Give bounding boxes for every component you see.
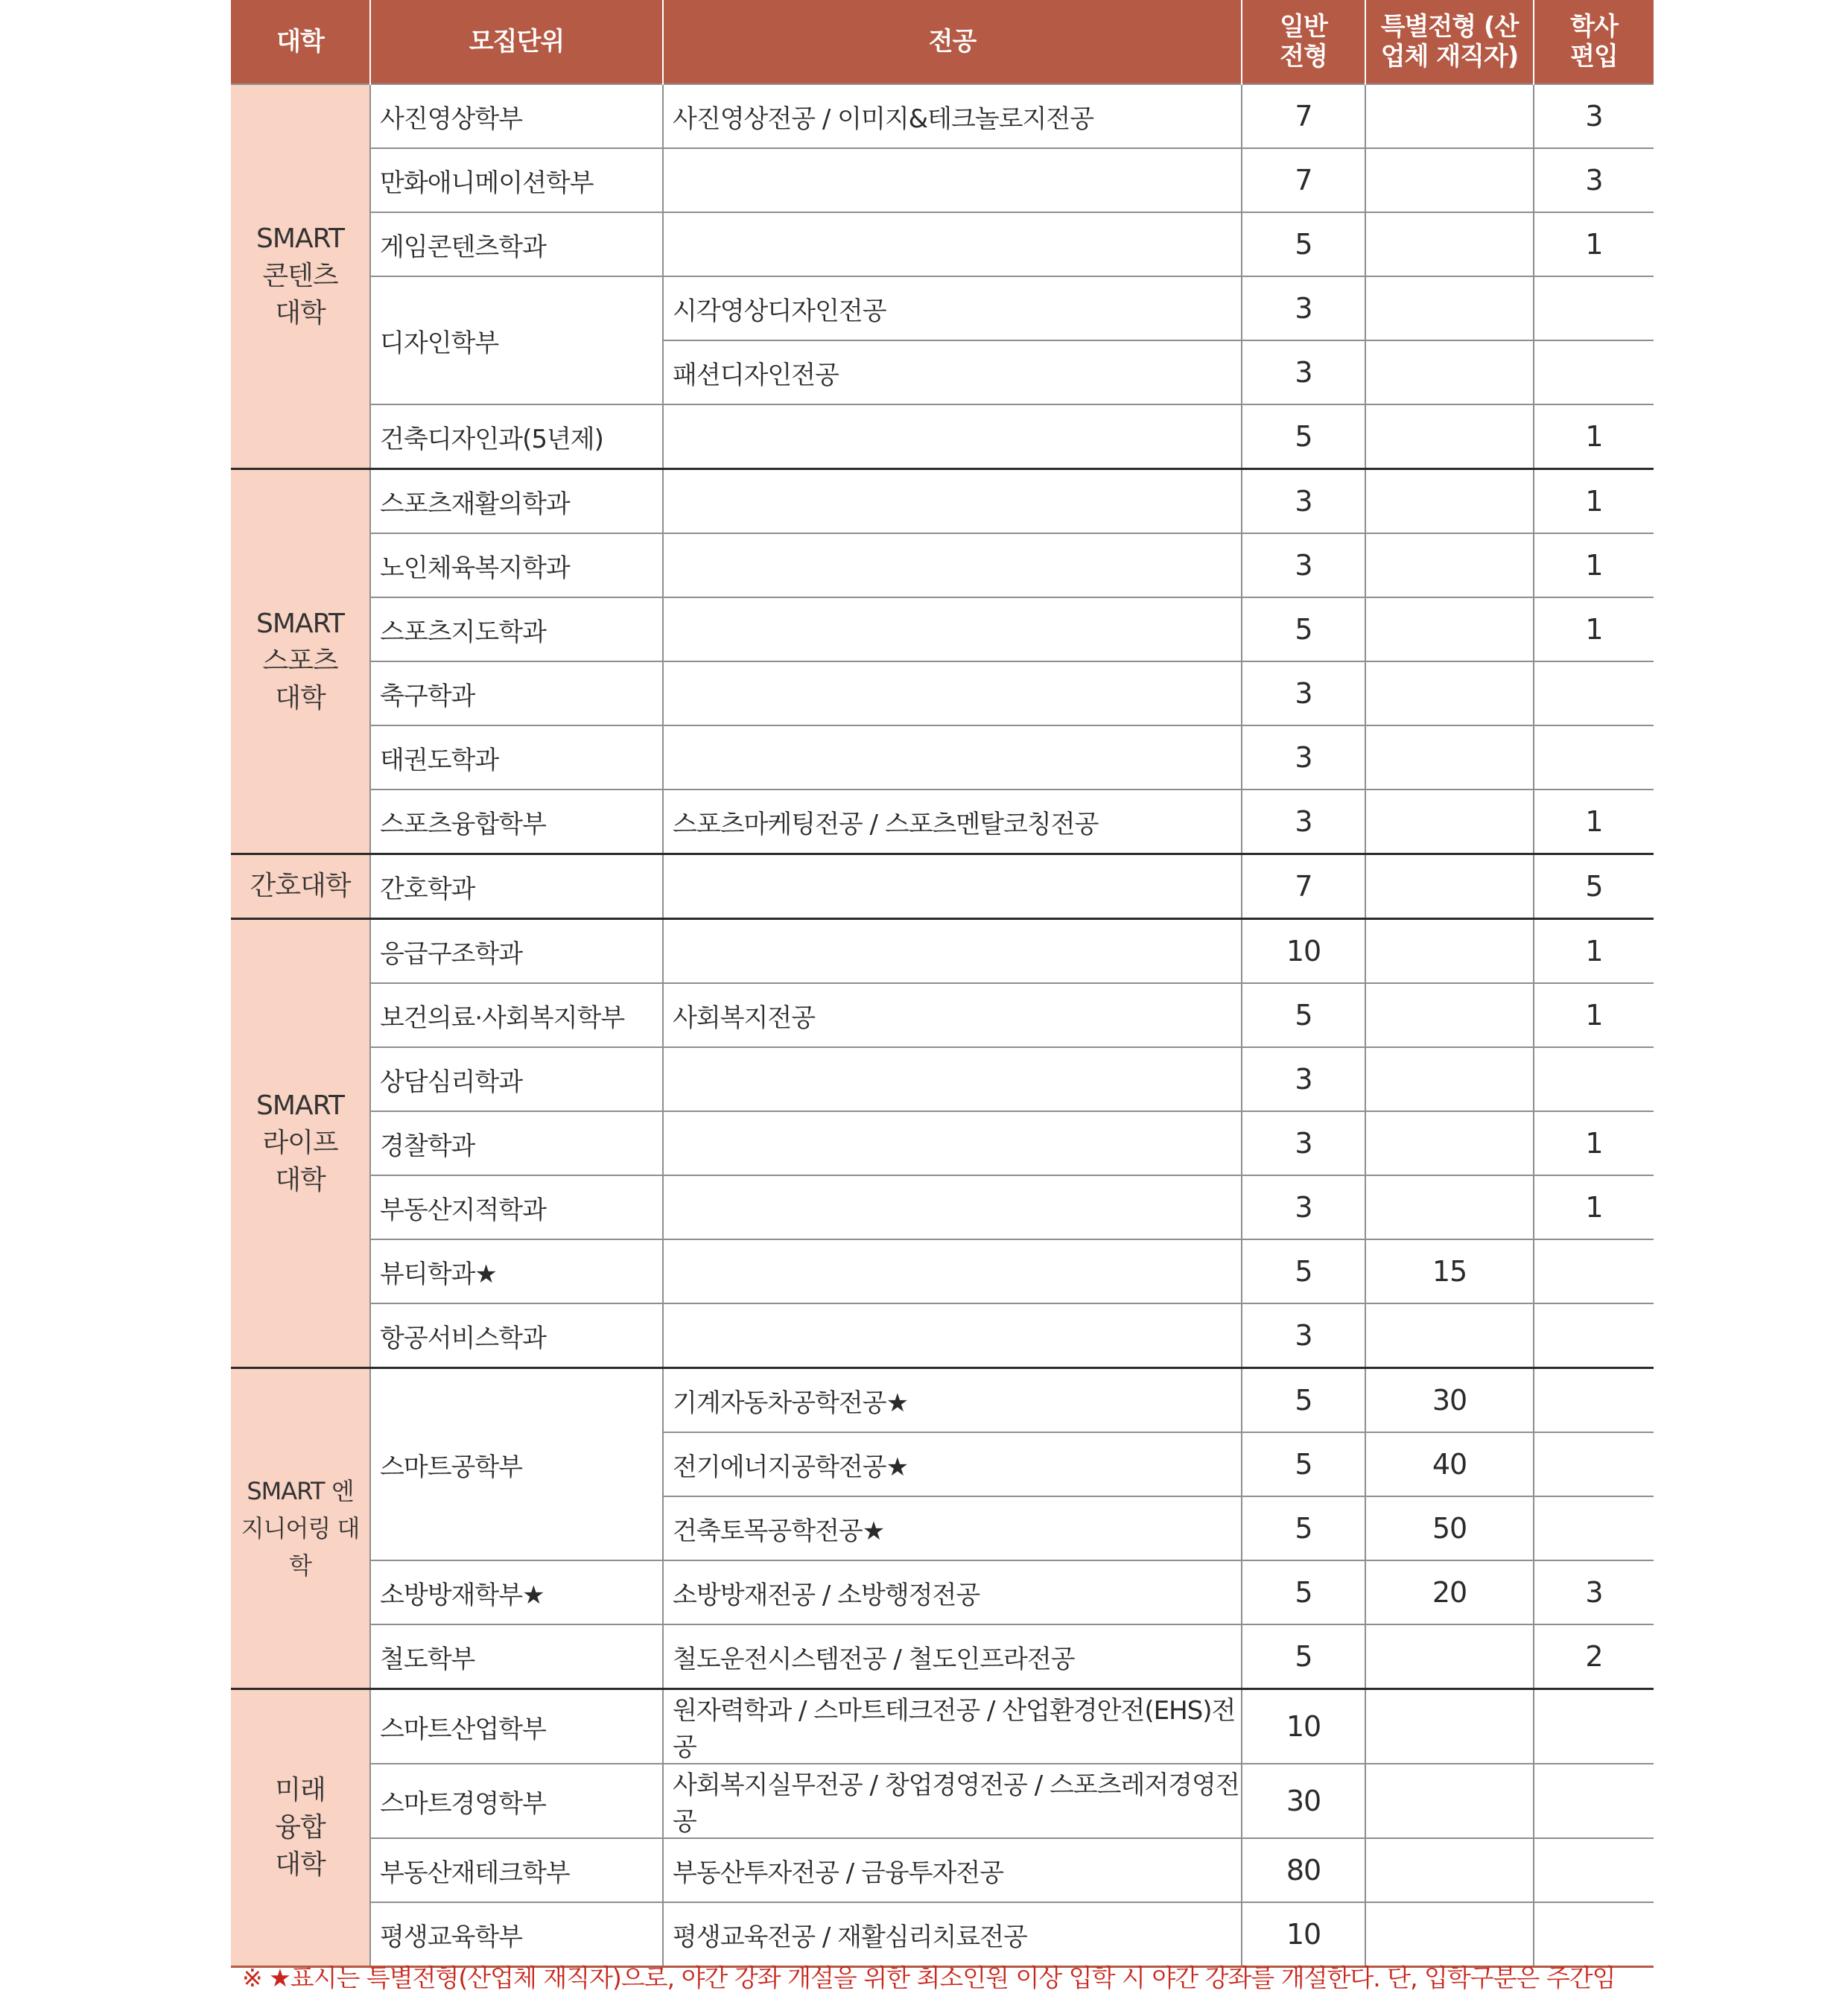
header-special-label: 특별전형 (산업체 재직자) — [1380, 12, 1519, 72]
transfer-count — [1534, 1047, 1654, 1111]
general-count: 3 — [1242, 469, 1365, 534]
transfer-count — [1534, 661, 1654, 725]
transfer-count: 1 — [1534, 1111, 1654, 1175]
unit-cell: 상담심리학과 — [370, 1047, 663, 1111]
major-cell — [663, 404, 1242, 469]
general-count: 80 — [1242, 1838, 1365, 1902]
general-count: 7 — [1242, 84, 1365, 148]
general-count: 5 — [1242, 1239, 1365, 1303]
general-count: 3 — [1242, 533, 1365, 597]
transfer-count: 1 — [1534, 597, 1654, 661]
unit-cell: 평생교육학부 — [370, 1902, 663, 1967]
table-row — [231, 854, 1654, 919]
table-row — [231, 1239, 1654, 1303]
footnote: ※ ★표시는 특별전형(산업체 재직자)으로, 야간 강좌 개설을 위한 최소인원 이상 입학 시 야간 강좌를 개설한다. 단, 입학구분은 주간임 — [242, 1963, 1616, 1992]
special-count — [1365, 983, 1534, 1047]
transfer-count — [1534, 340, 1654, 404]
unit-cell: 철도학부 — [370, 1624, 663, 1689]
special-count — [1365, 1838, 1534, 1902]
special-count — [1365, 340, 1534, 404]
general-count: 5 — [1242, 1432, 1365, 1496]
college-label: SMART 콘텐츠 대학 — [256, 223, 344, 328]
major-cell — [663, 148, 1242, 212]
unit-cell: 응급구조학과 — [370, 919, 663, 984]
major-cell: 패션디자인전공 — [663, 340, 1242, 404]
special-count: 20 — [1365, 1560, 1534, 1624]
table-row — [231, 276, 1654, 340]
table-header-row — [231, 0, 1654, 84]
transfer-count — [1534, 276, 1654, 340]
special-count — [1365, 597, 1534, 661]
unit-cell: 디자인학부 — [370, 276, 663, 404]
college-cell — [231, 469, 370, 854]
admission-table — [231, 0, 1654, 1968]
table-row — [231, 1303, 1654, 1368]
general-count: 3 — [1242, 1175, 1365, 1239]
major-cell — [663, 469, 1242, 534]
transfer-count: 3 — [1534, 1560, 1654, 1624]
general-count: 3 — [1242, 661, 1365, 725]
college-cell — [231, 1689, 370, 1967]
general-count: 3 — [1242, 790, 1365, 854]
table-row — [231, 533, 1654, 597]
major-cell: 소방방재전공 / 소방행정전공 — [663, 1560, 1242, 1624]
major-cell — [663, 1111, 1242, 1175]
special-count — [1365, 1111, 1534, 1175]
major-cell: 철도운전시스템전공 / 철도인프라전공 — [663, 1624, 1242, 1689]
unit-cell: 항공서비스학과 — [370, 1303, 663, 1368]
table-row — [231, 983, 1654, 1047]
transfer-count: 1 — [1534, 790, 1654, 854]
college-cell — [231, 1368, 370, 1689]
general-count: 3 — [1242, 340, 1365, 404]
header-special — [1365, 0, 1534, 84]
general-count: 3 — [1242, 1047, 1365, 1111]
major-cell — [663, 597, 1242, 661]
major-cell: 스포츠마케팅전공 / 스포츠멘탈코칭전공 — [663, 790, 1242, 854]
college-label: SMART 스포츠 대학 — [256, 609, 344, 714]
table-row — [231, 597, 1654, 661]
transfer-count: 5 — [1534, 854, 1654, 919]
major-cell — [663, 533, 1242, 597]
table-row — [231, 469, 1654, 534]
special-count — [1365, 1902, 1534, 1967]
transfer-count — [1534, 1764, 1654, 1838]
transfer-count — [1534, 1239, 1654, 1303]
special-count — [1365, 919, 1534, 984]
general-count: 10 — [1242, 1689, 1365, 1764]
special-count — [1365, 1047, 1534, 1111]
special-count — [1365, 790, 1534, 854]
transfer-count: 1 — [1534, 404, 1654, 469]
college-cell: 간호대학 — [231, 854, 370, 919]
transfer-count — [1534, 1496, 1654, 1560]
special-count: 40 — [1365, 1432, 1534, 1496]
special-count — [1365, 1624, 1534, 1689]
general-count: 7 — [1242, 148, 1365, 212]
table-row — [231, 1689, 1654, 1764]
table-row — [231, 1111, 1654, 1175]
general-count: 5 — [1242, 597, 1365, 661]
unit-cell: 노인체육복지학과 — [370, 533, 663, 597]
major-cell — [663, 1303, 1242, 1368]
general-count: 10 — [1242, 919, 1365, 984]
unit-cell: 보건의료·사회복지학부 — [370, 983, 663, 1047]
college-cell — [231, 919, 370, 1368]
table-row — [231, 661, 1654, 725]
general-count: 3 — [1242, 1303, 1365, 1368]
special-count — [1365, 661, 1534, 725]
unit-cell: 스마트산업학부 — [370, 1689, 663, 1764]
major-cell: 원자력학과 / 스마트테크전공 / 산업환경안전(EHS)전공 — [663, 1689, 1242, 1764]
table-row — [231, 1368, 1654, 1433]
major-cell — [663, 212, 1242, 276]
transfer-count: 1 — [1534, 469, 1654, 534]
general-count: 5 — [1242, 1624, 1365, 1689]
table-row — [231, 919, 1654, 984]
unit-cell: 게임콘텐츠학과 — [370, 212, 663, 276]
unit-cell: 스포츠지도학과 — [370, 597, 663, 661]
transfer-count: 1 — [1534, 212, 1654, 276]
major-cell: 전기에너지공학전공★ — [663, 1432, 1242, 1496]
header-general — [1242, 0, 1365, 84]
header-unit: 모집단위 — [370, 0, 663, 84]
general-count: 3 — [1242, 276, 1365, 340]
special-count — [1365, 404, 1534, 469]
general-count: 5 — [1242, 1560, 1365, 1624]
unit-cell: 만화애니메이션학부 — [370, 148, 663, 212]
transfer-count — [1534, 725, 1654, 790]
table-row — [231, 1047, 1654, 1111]
general-count: 5 — [1242, 1496, 1365, 1560]
table-row — [231, 1624, 1654, 1689]
special-count — [1365, 469, 1534, 534]
table-row — [231, 212, 1654, 276]
unit-cell: 뷰티학과★ — [370, 1239, 663, 1303]
unit-cell: 소방방재학부★ — [370, 1560, 663, 1624]
unit-cell: 스포츠융합학부 — [370, 790, 663, 854]
table-row — [231, 790, 1654, 854]
major-cell — [663, 854, 1242, 919]
major-cell: 건축토목공학전공★ — [663, 1496, 1242, 1560]
table-row — [231, 1764, 1654, 1838]
header-transfer-label: 학사 편입 — [1570, 12, 1618, 72]
general-count: 3 — [1242, 1111, 1365, 1175]
general-count: 5 — [1242, 404, 1365, 469]
transfer-count — [1534, 1902, 1654, 1967]
special-count: 15 — [1365, 1239, 1534, 1303]
table-row — [231, 725, 1654, 790]
major-cell: 사진영상전공 / 이미지&테크놀로지전공 — [663, 84, 1242, 148]
major-cell: 사회복지전공 — [663, 983, 1242, 1047]
transfer-count: 1 — [1534, 1175, 1654, 1239]
major-cell — [663, 1047, 1242, 1111]
college-label: 미래 융합 대학 — [275, 1775, 326, 1880]
unit-cell: 경찰학과 — [370, 1111, 663, 1175]
major-cell: 사회복지실무전공 / 창업경영전공 / 스포츠레저경영전공 — [663, 1764, 1242, 1838]
header-major: 전공 — [663, 0, 1242, 84]
major-cell — [663, 725, 1242, 790]
major-cell: 시각영상디자인전공 — [663, 276, 1242, 340]
transfer-count — [1534, 1432, 1654, 1496]
general-count: 30 — [1242, 1764, 1365, 1838]
unit-cell: 스마트공학부 — [370, 1368, 663, 1561]
major-cell: 기계자동차공학전공★ — [663, 1368, 1242, 1433]
table-row — [231, 84, 1654, 148]
major-cell — [663, 919, 1242, 984]
special-count — [1365, 854, 1534, 919]
special-count — [1365, 84, 1534, 148]
major-cell — [663, 1175, 1242, 1239]
transfer-count: 3 — [1534, 148, 1654, 212]
special-count — [1365, 533, 1534, 597]
header-general-label: 일반 전형 — [1280, 12, 1327, 72]
general-count: 7 — [1242, 854, 1365, 919]
special-count — [1365, 1303, 1534, 1368]
table-row — [231, 148, 1654, 212]
transfer-count — [1534, 1303, 1654, 1368]
major-cell: 부동산투자전공 / 금융투자전공 — [663, 1838, 1242, 1902]
unit-cell: 축구학과 — [370, 661, 663, 725]
college-cell — [231, 84, 370, 469]
special-count — [1365, 1175, 1534, 1239]
special-count: 30 — [1365, 1368, 1534, 1433]
transfer-count: 1 — [1534, 983, 1654, 1047]
header-college: 대학 — [231, 0, 370, 84]
transfer-count — [1534, 1368, 1654, 1433]
general-count: 5 — [1242, 1368, 1365, 1433]
transfer-count: 1 — [1534, 533, 1654, 597]
special-count: 50 — [1365, 1496, 1534, 1560]
admission-table-container — [231, 0, 1654, 1968]
transfer-count: 3 — [1534, 84, 1654, 148]
table-row — [231, 1560, 1654, 1624]
table-row — [231, 1175, 1654, 1239]
general-count: 5 — [1242, 212, 1365, 276]
transfer-count: 1 — [1534, 919, 1654, 984]
major-cell — [663, 1239, 1242, 1303]
header-transfer — [1534, 0, 1654, 84]
general-count: 5 — [1242, 983, 1365, 1047]
general-count: 3 — [1242, 725, 1365, 790]
special-count — [1365, 148, 1534, 212]
unit-cell: 사진영상학부 — [370, 84, 663, 148]
transfer-count — [1534, 1689, 1654, 1764]
unit-cell: 스마트경영학부 — [370, 1764, 663, 1838]
special-count — [1365, 212, 1534, 276]
unit-cell: 부동산지적학과 — [370, 1175, 663, 1239]
major-cell: 평생교육전공 / 재활심리치료전공 — [663, 1902, 1242, 1967]
table-row — [231, 1902, 1654, 1967]
unit-cell: 부동산재테크학부 — [370, 1838, 663, 1902]
table-row — [231, 404, 1654, 469]
major-cell — [663, 661, 1242, 725]
college-label: SMART 엔지니어링 대학 — [241, 1477, 360, 1580]
special-count — [1365, 1764, 1534, 1838]
unit-cell: 스포츠재활의학과 — [370, 469, 663, 534]
college-label: SMART 라이프 대학 — [256, 1090, 344, 1195]
special-count — [1365, 276, 1534, 340]
unit-cell: 태권도학과 — [370, 725, 663, 790]
special-count — [1365, 1689, 1534, 1764]
unit-cell: 건축디자인과(5년제) — [370, 404, 663, 469]
general-count: 10 — [1242, 1902, 1365, 1967]
unit-cell: 간호학과 — [370, 854, 663, 919]
table-row — [231, 1838, 1654, 1902]
special-count — [1365, 725, 1534, 790]
transfer-count: 2 — [1534, 1624, 1654, 1689]
transfer-count — [1534, 1838, 1654, 1902]
